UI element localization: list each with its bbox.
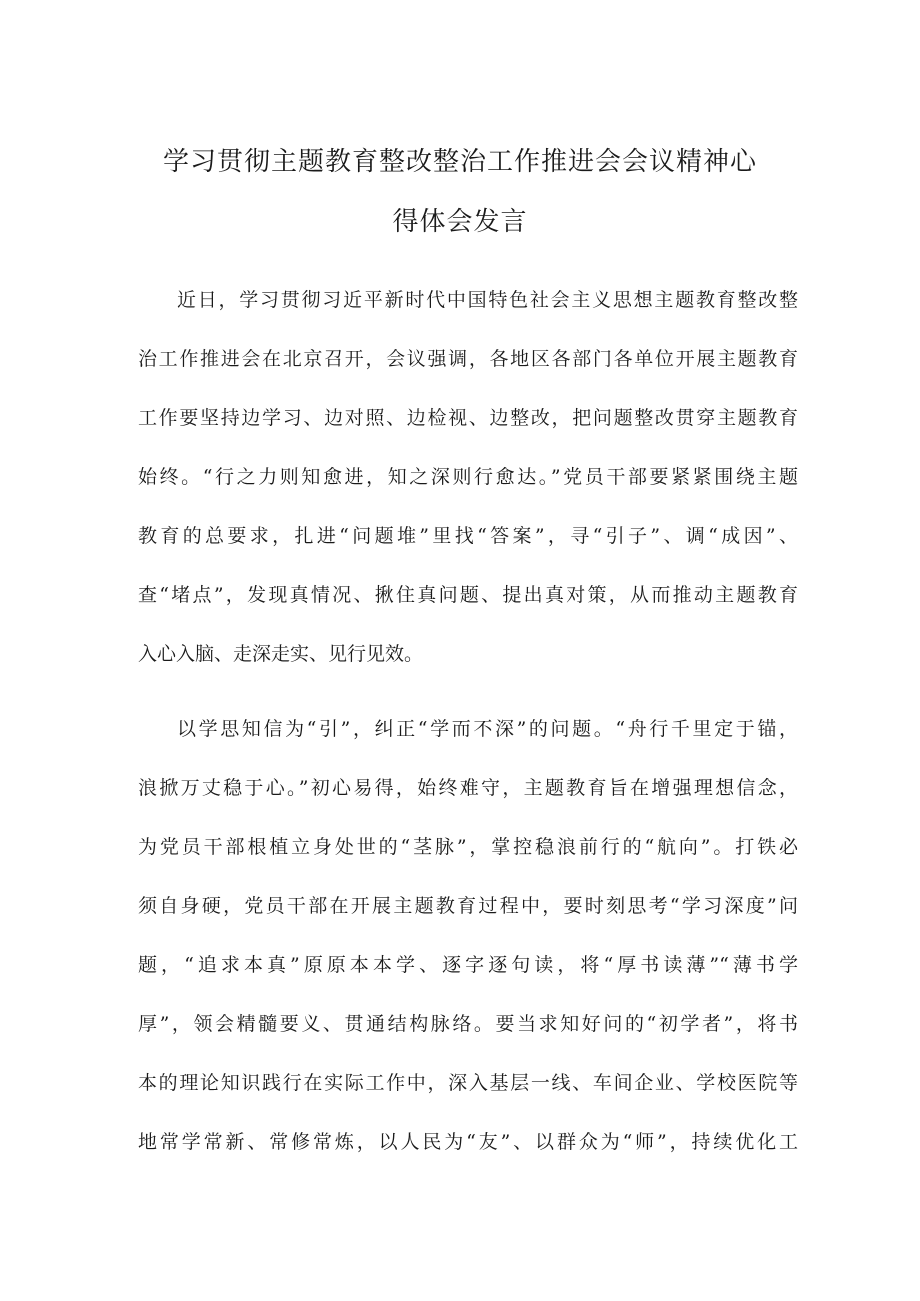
paragraph-2-line: 为党员干部根植立身处世的“茎脉”，掌控稳浪前行的“航向”。打铁必 (138, 836, 798, 858)
paragraph-2-line: 以学思知信为“引”，纠正“学而不深”的问题。“舟行千里定于锚， (177, 718, 798, 740)
paragraph-1-line: 工作要坚持边学习、边对照、边检视、边整改，把问题整改贯穿主题教育 (138, 407, 798, 429)
paragraph-2-line: 地常学常新、常修常炼，以人民为“友”、以群众为“师”，持续优化工 (138, 1131, 798, 1153)
paragraph-1-line: 治工作推进会在北京召开，会议强调，各地区各部门各单位开展主题教育 (138, 348, 798, 370)
paragraph-1-line: 近日，学习贯彻习近平新时代中国特色社会主义思想主题教育整改整 (177, 289, 798, 311)
paragraph-1-line: 查“堵点”，发现真情况、揪住真问题、提出真对策，从而推动主题教育 (138, 584, 798, 606)
paragraph-1-line: 入心入脑、走深走实、见行见效。 (138, 643, 424, 665)
paragraph-1-line: 教育的总要求，扎进“问题堆”里找“答案”，寻“引子”、调“成因”、 (138, 525, 798, 547)
document-title-line-2: 得体会发言 (392, 207, 528, 237)
paragraph-1-line: 始终。“行之力则知愈进，知之深则行愈达。”党员干部要紧紧围绕主题 (138, 466, 798, 488)
paragraph-2-line: 厚”，领会精髓要义、贯通结构脉络。要当求知好问的“初学者”，将书 (138, 1013, 798, 1035)
paragraph-2-line: 本的理论知识践行在实际工作中，深入基层一线、车间企业、学校医院等 (138, 1072, 798, 1094)
paragraph-2-line: 须自身硬，党员干部在开展主题教育过程中，要时刻思考“学习深度”问 (138, 895, 798, 917)
paragraph-2-line: 浪掀万丈稳于心。”初心易得，始终难守，主题教育旨在增强理想信念， (138, 777, 798, 799)
paragraph-2-line: 题，“追求本真”原原本本学、逐字逐句读，将“厚书读薄”“薄书学 (138, 954, 798, 976)
document-title-line-1: 学习贯彻主题教育整改整治工作推进会会议精神心 (162, 147, 757, 177)
